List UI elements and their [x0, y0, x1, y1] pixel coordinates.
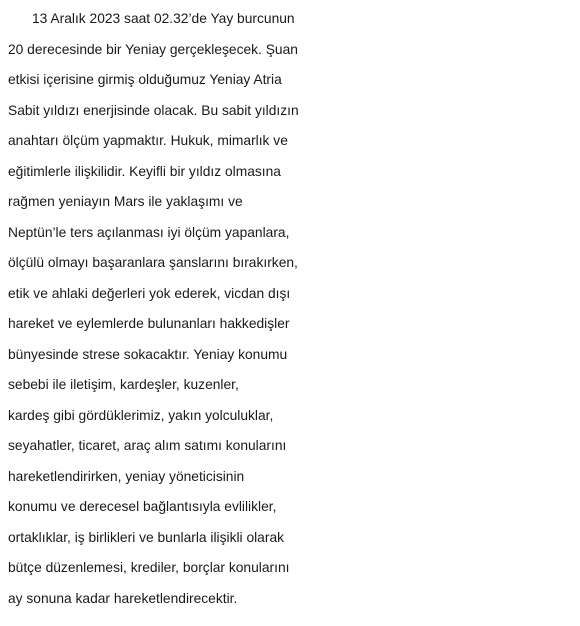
- text-line-7: rağmen yeniayın Mars ile yaklaşımı ve: [8, 194, 243, 209]
- text-line-2: 20 derecesinde bir Yeniay gerçekleşecek. Şuan: [8, 41, 298, 57]
- text-line-1: 13 Aralık 2023 saat 02.32’de Yay burcunun: [32, 11, 295, 26]
- text-line-16: hareketlendirirken, yeniay yöneticisinin: [8, 468, 245, 484]
- text-line-12: bünyesinde strese sokacaktır. Yeniay konumu: [8, 346, 288, 362]
- text-line-8: Neptün’le ters açılanması iyi ölçüm yapanlara,: [8, 224, 290, 240]
- text-line-9: ölçülü olmayı başaranlara şanslarını bırakırken,: [8, 255, 298, 270]
- text-line-6: eğitimlerle ilişkilidir. Keyifli bir yıldız olmasına: [8, 163, 281, 179]
- document-body: [8, 4, 576, 614]
- text-line-10: etik ve ahlaki değerleri yok ederek, vicdan dışı: [8, 285, 291, 301]
- text-line-5: anahtarı ölçüm yapmaktır. Hukuk, mimarlık ve: [8, 133, 288, 148]
- text-line-17: konumu ve derecesel bağlantısıyla evlilikler,: [8, 499, 277, 514]
- text-line-18: ortaklıklar, iş birlikleri ve bunlarla ilişikli olarak: [8, 529, 285, 545]
- text-line-13: sebebi ile iletişim, kardeşler, kuzenler,: [8, 377, 239, 392]
- text-line-11: hareket ve eylemlerde bulunanları hakkedişler: [8, 316, 290, 331]
- text-line-15: seyahatler, ticaret, araç alım satımı konularını: [8, 438, 287, 453]
- text-line-14: kardeş gibi gördüklerimiz, yakın yolculuklar,: [8, 407, 274, 423]
- text-line-3: etkisi içerisine girmiş olduğumuz Yeniay Atria: [8, 72, 282, 87]
- text-line-19: bütçe düzenlemesi, krediler, borçlar konularını: [8, 560, 290, 575]
- text-line-4: Sabit yıldızı enerjisinde olacak. Bu sabit yıldızın: [8, 102, 299, 118]
- text-line-20: ay sonuna kadar hareketlendirecektir.: [8, 590, 238, 606]
